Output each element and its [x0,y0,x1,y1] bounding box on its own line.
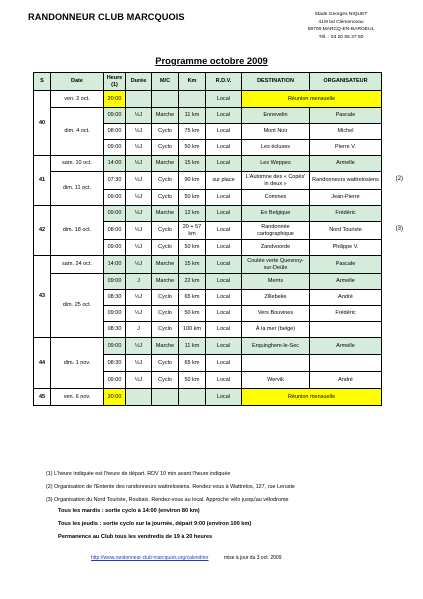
cell-s: 40 [34,91,51,156]
recurring-activities [58,505,251,543]
cell-rdv: Local [206,322,242,338]
cell-km: 100 km [179,322,206,338]
cell-rdv: Local [206,240,242,256]
cell-km: 65 km [179,290,206,306]
cell-duree: J [126,274,152,290]
cell-rdv: Local [206,290,242,306]
cell-date: dim. 18 oct. [51,206,104,256]
cell-dest: Vers Bouvines [242,306,310,322]
cell-heure: 08:00 [104,124,126,140]
cell-km: 50 km [179,140,206,156]
cell-heure: 20:00 [104,389,126,406]
cell-duree: ½J [126,338,152,355]
footnote: (2) Organisation de l'Entente des randonneurs wattrelosiens. Rendez-vous à Wattrelos, 127, rue Leruste [46,483,295,490]
cell-heure: 14:00 [104,156,126,172]
cell-rdv: Local [206,206,242,222]
row-note: (3) [395,226,403,232]
cell-duree: ½J [126,222,152,240]
cell-date: ven. 2 oct. [51,91,104,108]
cell-mc: Cyclo [152,322,179,338]
table-row [34,338,382,355]
cell-dest: En Belgique [242,206,310,222]
cell-heure: 09:00 [104,108,126,124]
cell-rdv: Local [206,389,242,406]
cell-dest: Erquinghem-le-Sec [242,338,310,355]
update-date: mise à jour du 3 oct. 2009 [223,555,282,561]
cell-dest [242,355,310,372]
footnote: (1) L'heure indiquée est l'heure de départ. RDV 10 min avant l'heure indiquée [46,471,231,477]
cell-km: 90 km [179,172,206,190]
cell-rdv: sur place [206,172,242,190]
cell-rdv: Local [206,190,242,206]
cell-heure: 08:30 [104,290,126,306]
cell-rdv: Local [206,355,242,372]
cell-km: 20 + 57 km [179,222,206,240]
cell-org: Jean-Pierre [310,190,382,206]
cell-s: 43 [34,256,51,338]
column-header: ORGANISATEUR [310,73,382,91]
cell-org: André [310,372,382,389]
cell-mc: Marche [152,338,179,355]
cell-dest: Comines [242,190,310,206]
cell-duree: ½J [126,240,152,256]
cell-org: Michel [310,124,382,140]
cell-heure: 09:00 [104,372,126,389]
cell-date: dim. 11 oct. [51,172,104,206]
recurring-line: Tous les jeudis : sortie cyclo sur la journée, départ 9:00 (environ 100 km) [58,520,252,527]
cell-mc: Cyclo [152,190,179,206]
cell-heure: 09:00 [104,140,126,156]
cell-mc: Cyclo [152,290,179,306]
recurring-line: Permanence au Club tous les vendredis de 19 à 20 heures [58,533,213,540]
cell-heure: 08:30 [104,355,126,372]
column-header: R.D.V. [206,73,242,91]
address-line: Tél. : 03 20 55 37 60 [318,34,364,40]
cell-mc [152,91,179,108]
page-title [0,55,423,66]
club-name: RANDONNEUR CLUB MARCQUOIS [28,12,185,22]
cell-mc: Marche [152,274,179,290]
cell-km: 50 km [179,190,206,206]
row-note: (2) [395,176,403,182]
cell-duree: ½J [126,190,152,206]
table-row [34,108,382,124]
cell-duree: ½J [126,306,152,322]
cell-s: 41 [34,156,51,206]
cell-org: Frédéric [310,206,382,222]
table-row [34,389,382,406]
cell-org: Armelle [310,274,382,290]
cell-heure: 09:00 [104,240,126,256]
cell-dest: L'Automne des « Copés' in deux » [242,172,310,190]
cell-duree: ½J [126,355,152,372]
cell-km [179,389,206,406]
cell-duree: ½J [126,372,152,389]
cell-s: 42 [34,206,51,256]
cell-org [310,355,382,372]
cell-km: 15 km [179,156,206,172]
cell-km [179,91,206,108]
cell-org: Nord Touriste [310,222,382,240]
schedule-table [33,72,382,406]
cell-km: 11 km [179,338,206,355]
cell-dest: Wervik [242,372,310,389]
cell-duree: ½J [126,108,152,124]
cell-km: 50 km [179,306,206,322]
cell-dest: Mont Noir [242,124,310,140]
cell-mc: Marche [152,256,179,274]
cell-mc: Cyclo [152,240,179,256]
address-line: 41/9 bd Clémenceau [318,19,364,25]
cell-km: 50 km [179,240,206,256]
cell-duree: ½J [126,124,152,140]
cell-rdv: Local [206,306,242,322]
cell-org: Pascale [310,256,382,274]
cell-org: Pierre V. [310,140,382,156]
cell-org: Randonneurs wattrelosiens [310,172,382,190]
cell-dest: Randonnée cartographique [242,222,310,240]
cell-s: 45 [34,389,51,406]
cell-km: 75 km [179,124,206,140]
cell-dest: Coulée verte Quesnoy-sur-Deûle [242,256,310,274]
cell-mc: Marche [152,206,179,222]
cell-rdv: Local [206,108,242,124]
cell-heure: 20:00 [104,91,126,108]
cell-rdv: Local [206,274,242,290]
cell-km: 15 km [179,256,206,274]
cell-heure: 09:00 [104,190,126,206]
cell-s: 44 [34,338,51,389]
cell-duree [126,91,152,108]
footnote: (3) Organisation du Nord Touriste, Roubaix. Rendez-vous au local. Approche vélo jusqu'au vélodrome [46,496,289,503]
cell-mc: Marche [152,108,179,124]
cell-dest: À la mer (belge) [242,322,310,338]
cell-org: Armelle [310,338,382,355]
cell-dest: Les écluses [242,140,310,156]
column-header: Km [179,73,206,91]
cell-heure: 14:00 [104,256,126,274]
cell-dest: Réunion mensuelle [242,389,382,406]
cell-rdv: Local [206,338,242,355]
cell-org: Frédéric [310,306,382,322]
cell-duree: J [126,322,152,338]
cell-mc: Cyclo [152,140,179,156]
cell-km: 11 km [179,108,206,124]
cell-heure: 09:00 [104,306,126,322]
cell-duree: ½J [126,290,152,306]
address-line: Stade Georges NIQUET [314,12,368,17]
cell-duree [126,389,152,406]
cell-duree: ½J [126,140,152,156]
footer [91,555,282,561]
page-title-text: Programme octobre 2009 [155,55,268,66]
table-row [34,206,382,222]
cell-rdv: Local [206,140,242,156]
cell-mc: Cyclo [152,172,179,190]
cell-rdv: Local [206,372,242,389]
cell-mc [152,389,179,406]
cell-date: sam. 10 oct. [51,156,104,172]
cell-heure: 09:00 [104,206,126,222]
table-row [34,156,382,172]
cell-date: ven. 6 nov. [51,389,104,406]
table-header-row [34,73,382,91]
column-header: Durée [126,73,152,91]
column-header: DESTINATION [242,73,310,91]
cell-km: 50 km [179,372,206,389]
cell-heure: 08:00 [104,222,126,240]
cell-dest: Zillebeke [242,290,310,306]
cell-duree: ½J [126,256,152,274]
cell-org: André [310,290,382,306]
address-line: 59700 MARCQ-EN-BAROEUL [307,27,375,33]
footnotes [46,468,295,506]
cell-rdv: Local [206,222,242,240]
cell-mc: Cyclo [152,306,179,322]
cell-dest: Les Weppes [242,156,310,172]
cell-dest: Merris [242,274,310,290]
cell-km: 22 km [179,274,206,290]
cell-rdv: Local [206,124,242,140]
cell-date: dim. 4 oct. [51,108,104,156]
table-row [34,256,382,274]
column-header: M/C [152,73,179,91]
cell-mc: Cyclo [152,124,179,140]
cell-org: Pascale [310,108,382,124]
cell-heure: 09:00 [104,338,126,355]
column-header: Heure (1) [104,73,126,91]
cell-duree: ½J [126,206,152,222]
cell-km: 12 km [179,206,206,222]
calendar-link[interactable]: http://www.randonneur-club-marcquois.org/calendrier [91,555,209,561]
cell-heure: 09:00 [104,274,126,290]
cell-mc: Cyclo [152,222,179,240]
cell-heure: 07:30 [104,172,126,190]
table-row [34,172,382,190]
cell-mc: Marche [152,156,179,172]
cell-dest: Ennevelin [242,108,310,124]
cell-duree: ½J [126,172,152,190]
cell-km: 65 km [179,355,206,372]
cell-org: Armelle [310,156,382,172]
cell-rdv: Local [206,256,242,274]
cell-dest: Réunion mensuelle [242,91,382,108]
cell-date: dim. 1 nov. [51,338,104,389]
column-header: Date [51,73,104,91]
cell-mc: Cyclo [152,355,179,372]
cell-org: Philippe V. [310,240,382,256]
cell-dest: Zandvoorde [242,240,310,256]
cell-date: dim. 25 oct. [51,274,104,338]
recurring-line: Tous les mardis : sortie cyclo à 14:00 (environ 80 km) [58,508,200,514]
cell-duree: ½J [126,156,152,172]
club-address [286,11,396,41]
table-row [34,91,382,108]
cell-mc: Cyclo [152,372,179,389]
column-header: S [34,73,51,91]
table-row [34,274,382,290]
cell-date: sam. 24 oct. [51,256,104,274]
cell-rdv: Local [206,91,242,108]
cell-heure: 08:30 [104,322,126,338]
cell-org [310,322,382,338]
cell-rdv: Local [206,156,242,172]
